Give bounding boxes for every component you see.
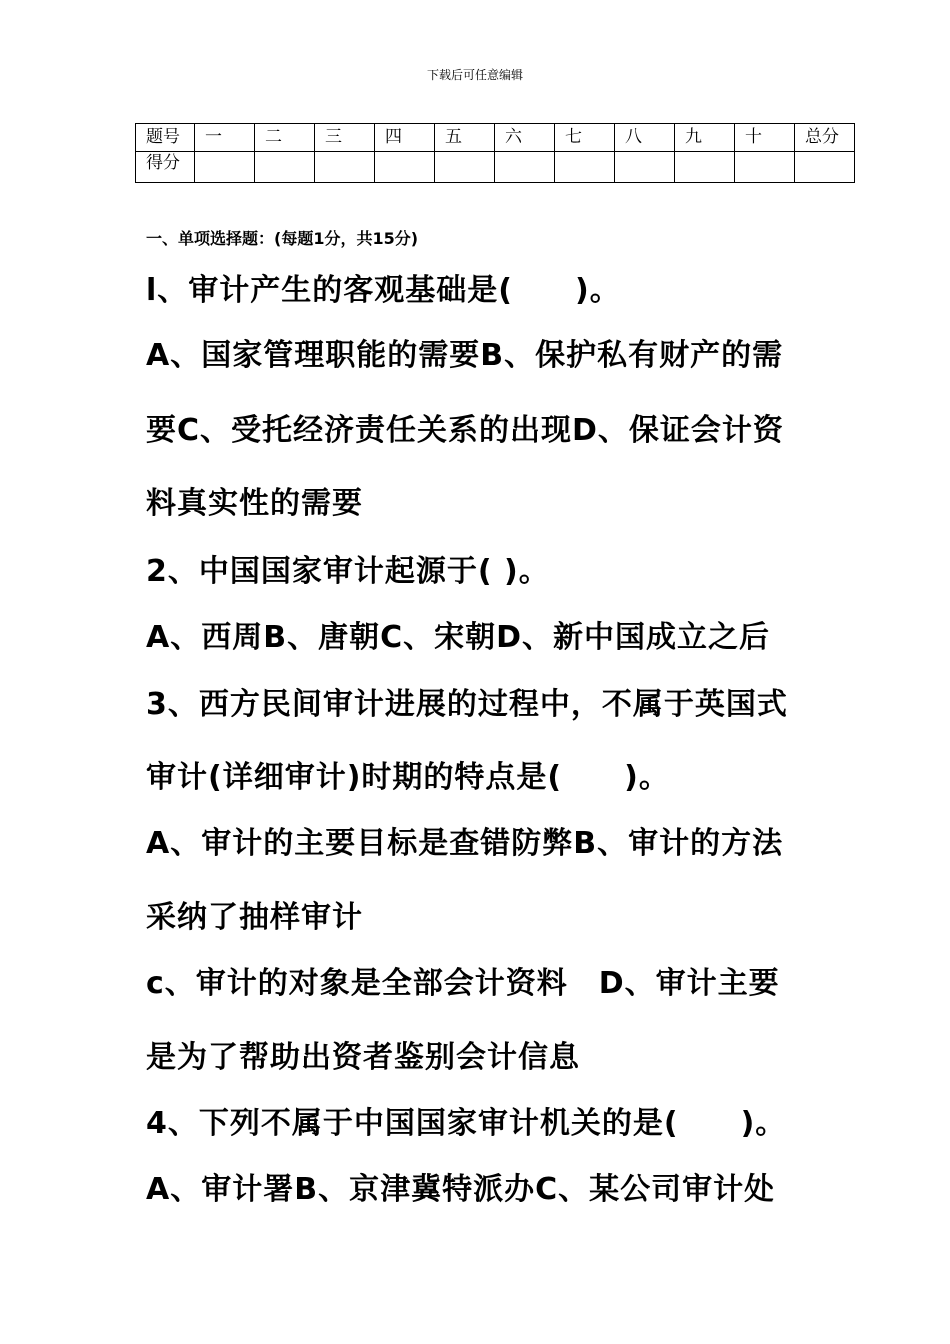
question-2: 2、中国国家审计起源于( )。 — [146, 554, 550, 589]
question-1-options: 要C、受托经济责任关系的出现D、保证会计资 — [146, 413, 784, 448]
score-input-cell[interactable] — [615, 152, 675, 183]
score-input-cell[interactable] — [375, 152, 435, 183]
question-3-options: A、审计的主要目标是查错防弊B、审计的方法 — [146, 826, 784, 861]
score-input-cell[interactable] — [255, 152, 315, 183]
score-table-score-row — [136, 152, 855, 183]
table-cell: 九 — [675, 124, 735, 152]
question-2-options: A、西周B、唐朝C、宋朝D、新中国成立之后 — [146, 620, 771, 655]
score-input-cell[interactable] — [315, 152, 375, 183]
table-cell: 六 — [495, 124, 555, 152]
table-cell: 四 — [375, 124, 435, 152]
table-cell: 三 — [315, 124, 375, 152]
question-4: 4、下列不属于中国国家审计机关的是( )。 — [146, 1106, 787, 1141]
score-input-cell[interactable] — [195, 152, 255, 183]
question-4-options: A、审计署B、京津冀特派办C、某公司审计处 — [146, 1172, 776, 1207]
table-cell: 二 — [255, 124, 315, 152]
table-cell: 十 — [735, 124, 795, 152]
question-3: 3、西方民间审计进展的过程中，不属于英国式 — [146, 687, 788, 722]
page-header: 下载后可任意编辑 — [426, 68, 523, 82]
table-cell: 五 — [435, 124, 495, 152]
question-1-options: A、国家管理职能的需要B、保护私有财产的需 — [146, 338, 784, 373]
table-cell: 总分 — [795, 124, 855, 152]
table-cell: 得分 — [136, 152, 195, 183]
question-1-options: 料真实性的需要 — [146, 486, 363, 521]
question-3-options: 采纳了抽样审计 — [146, 900, 363, 935]
section-title: 一、单项选择题：(每题1分，共15分) — [146, 229, 419, 248]
question-3-options: 是为了帮助出资者鉴别会计信息 — [146, 1040, 580, 1075]
table-cell: 七 — [555, 124, 615, 152]
table-cell: 八 — [615, 124, 675, 152]
score-table-header-row — [136, 124, 855, 152]
score-input-cell[interactable] — [495, 152, 555, 183]
question-3: 审计(详细审计)时期的特点是( )。 — [146, 760, 670, 795]
score-table — [135, 123, 855, 183]
table-cell: 题号 — [136, 124, 195, 152]
score-input-cell[interactable] — [435, 152, 495, 183]
table-cell: 一 — [195, 124, 255, 152]
question-1: l、审计产生的客观基础是( )。 — [146, 273, 621, 308]
score-input-cell[interactable] — [795, 152, 855, 183]
score-input-cell[interactable] — [555, 152, 615, 183]
score-input-cell[interactable] — [735, 152, 795, 183]
score-input-cell[interactable] — [675, 152, 735, 183]
question-3-options: c、审计的对象是全部会计资料 D、审计主要 — [146, 966, 780, 1001]
